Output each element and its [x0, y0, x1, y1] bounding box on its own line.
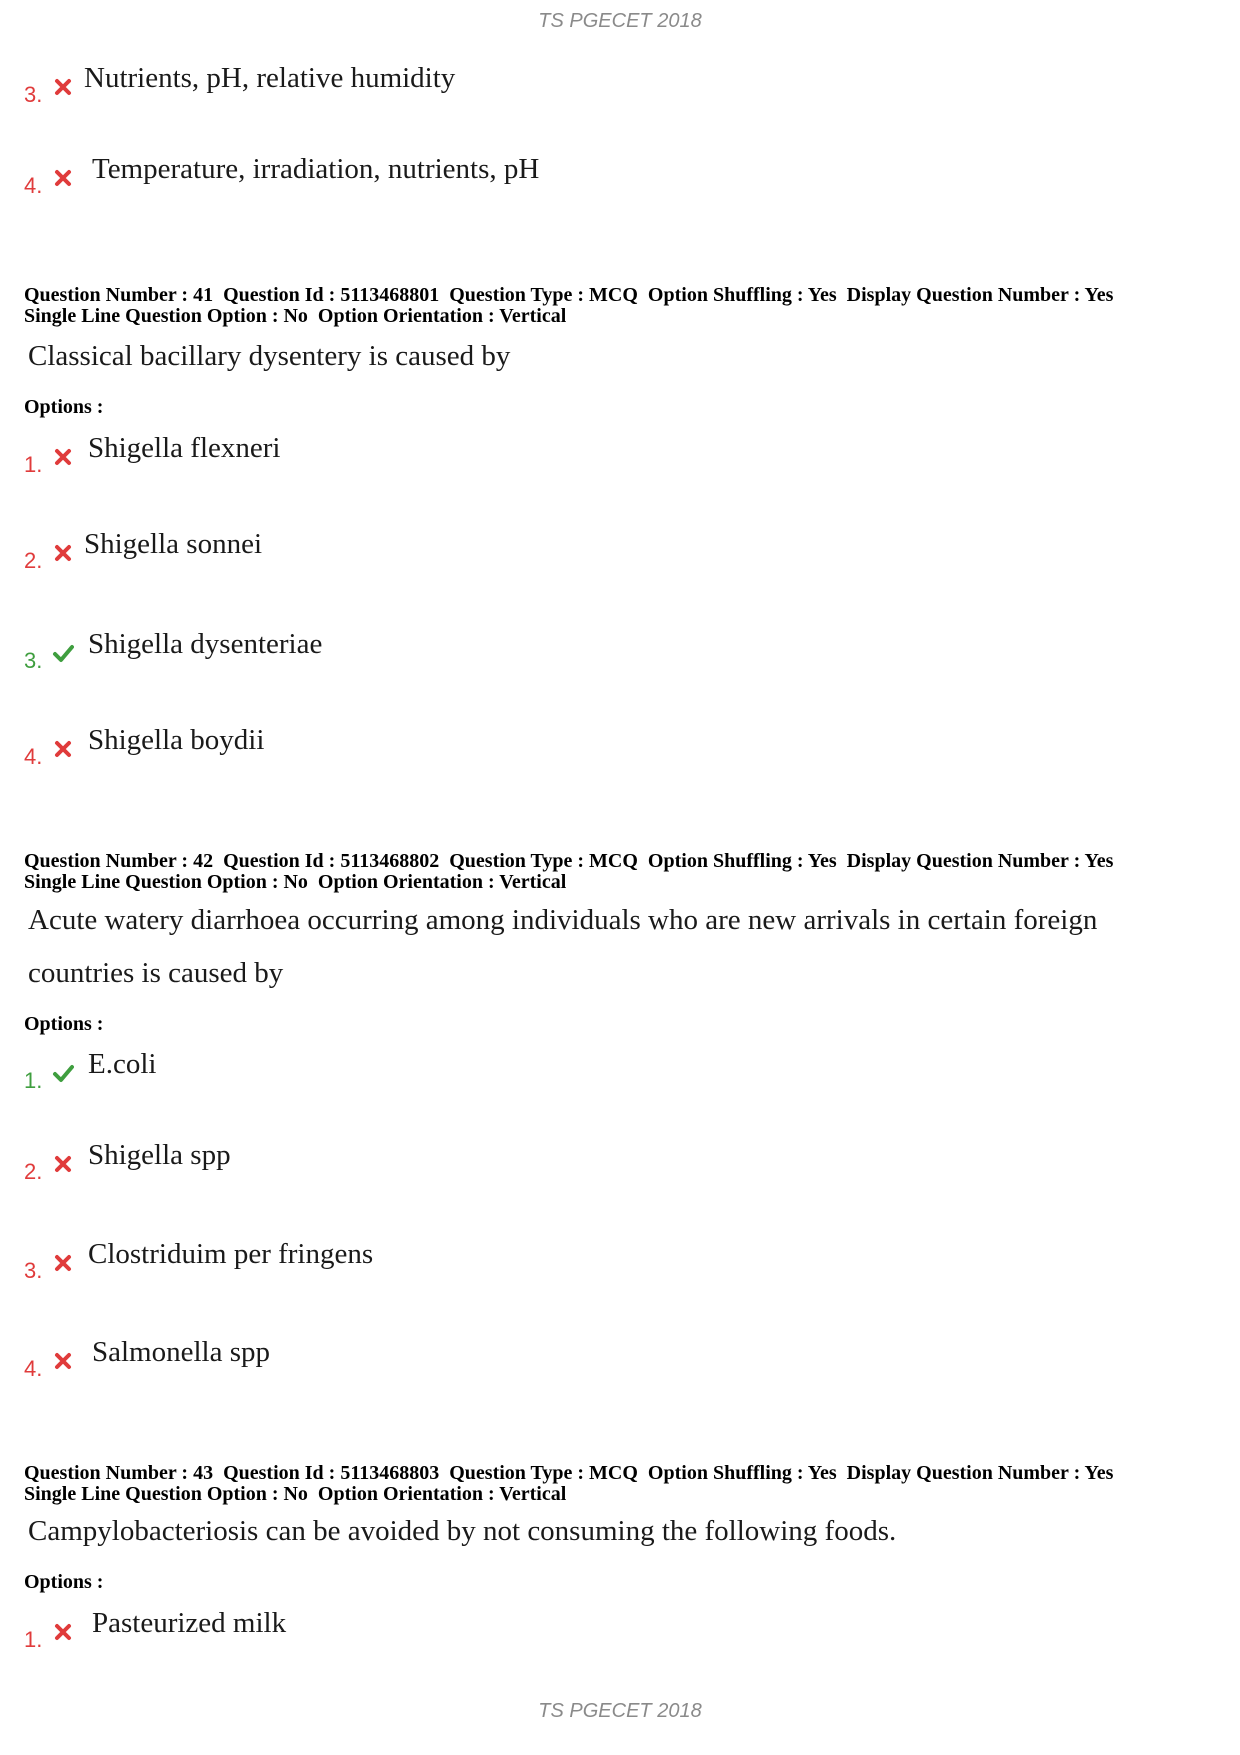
cross-icon	[52, 76, 74, 98]
question-meta-line1: Question Number : 42 Question Id : 5113468802 Question Type : MCQ Option Shuffling : Yes Display Question Number : Yes	[24, 850, 1114, 872]
question-meta	[24, 285, 1224, 327]
question-meta	[24, 851, 1224, 893]
cross-icon	[52, 542, 74, 564]
option-text: Temperature, irradiation, nutrients, pH	[92, 153, 540, 185]
option-number: 1.	[24, 1068, 43, 1093]
question-meta	[24, 1463, 1224, 1505]
question-text: Classical bacillary dysentery is caused by	[28, 340, 511, 372]
option-number: 4.	[24, 173, 43, 198]
cross-icon	[52, 1252, 74, 1274]
question-meta-line2: Single Line Question Option : No Option Orientation : Vertical	[24, 871, 567, 893]
options-label: Options :	[24, 396, 104, 418]
option-text: Shigella boydii	[88, 724, 265, 756]
question-meta-line2: Single Line Question Option : No Option Orientation : Vertical	[24, 1483, 567, 1505]
check-icon	[52, 642, 74, 664]
question-meta-line1: Question Number : 41 Question Id : 5113468801 Question Type : MCQ Option Shuffling : Yes Display Question Number : Yes	[24, 284, 1114, 306]
option-text: Shigella spp	[88, 1139, 231, 1171]
option-number: 4.	[24, 1356, 43, 1381]
option-text: Nutrients, pH, relative humidity	[84, 62, 456, 94]
option-text: Shigella dysenteriae	[88, 628, 323, 660]
cross-icon	[52, 738, 74, 760]
option-number: 1.	[24, 1627, 43, 1652]
question-text: Acute watery diarrhoea occurring among individuals who are new arrivals in certain foreign countries is caused by	[28, 904, 1098, 989]
cross-icon	[52, 167, 74, 189]
option-number: 3.	[24, 82, 43, 107]
cross-icon	[52, 446, 74, 468]
option-text: Shigella flexneri	[88, 432, 281, 464]
question-meta-line1: Question Number : 43 Question Id : 5113468803 Question Type : MCQ Option Shuffling : Yes Display Question Number : Yes	[24, 1462, 1114, 1484]
question-text: Campylobacteriosis can be avoided by not consuming the following foods.	[28, 1515, 897, 1547]
cross-icon	[52, 1350, 74, 1372]
option-number: 3.	[24, 1258, 43, 1283]
option-text: Salmonella spp	[92, 1336, 271, 1368]
question-meta-line2: Single Line Question Option : No Option Orientation : Vertical	[24, 305, 567, 327]
page-footer: TS PGECET 2018	[538, 1700, 702, 1722]
option-number: 2.	[24, 548, 43, 573]
check-icon	[52, 1062, 74, 1084]
page-header: TS PGECET 2018	[538, 10, 702, 32]
option-text: Shigella sonnei	[84, 528, 263, 560]
options-label: Options :	[24, 1571, 104, 1593]
option-number: 2.	[24, 1159, 43, 1184]
option-number: 3.	[24, 648, 43, 673]
option-text: Pasteurized milk	[92, 1607, 287, 1639]
cross-icon	[52, 1621, 74, 1643]
cross-icon	[52, 1153, 74, 1175]
option-number: 4.	[24, 744, 43, 769]
option-number: 1.	[24, 452, 43, 477]
options-label: Options :	[24, 1013, 104, 1035]
option-text: Clostriduim per fringens	[88, 1238, 374, 1270]
option-text: E.coli	[88, 1048, 157, 1080]
